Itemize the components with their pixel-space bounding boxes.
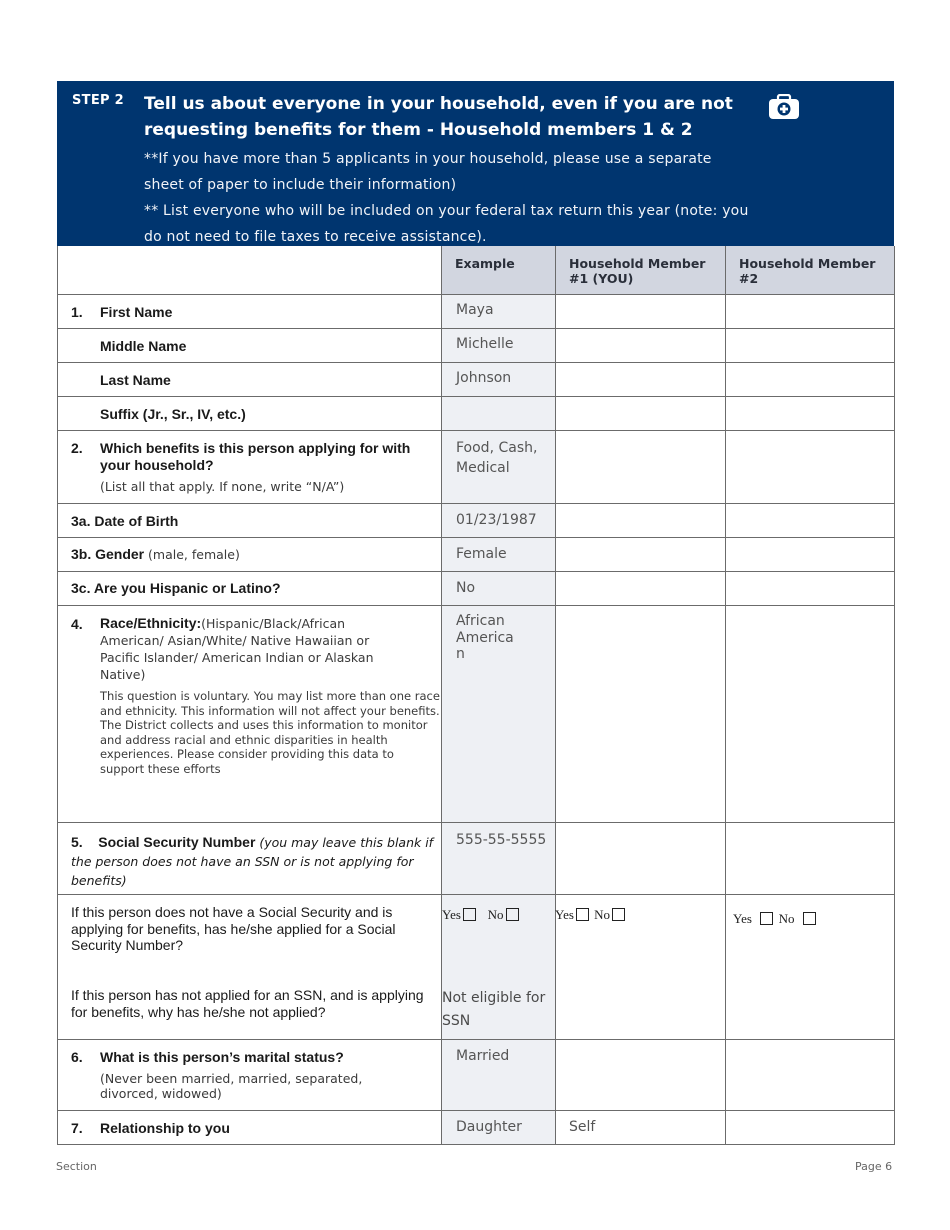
- example-marital-status: Married: [456, 1048, 510, 1064]
- yes-label: Yes: [555, 907, 574, 922]
- member1-no-checkbox[interactable]: [612, 908, 625, 921]
- note-race: This question is voluntary. You may list more than one race and ethnicity. This information will not affect your benefits. The District collects and uses this information to monitor and address racial and ethnic disparities in health experiences. Please consider providing this data to support these efforts: [100, 689, 440, 776]
- example-ssn-applied-choice: [442, 907, 521, 923]
- member1-middle-name-field[interactable]: [556, 329, 724, 362]
- example-yes-checkbox: [463, 908, 476, 921]
- example-last-name: Johnson: [456, 370, 512, 386]
- question-ssn-applied: If this person does not have a Social Security and is applying for benefits, has he/she applied for a Social Security Number?: [71, 904, 396, 953]
- member1-relationship-value[interactable]: Self: [569, 1119, 596, 1135]
- label-gender: [71, 546, 240, 563]
- member2-first-name-field[interactable]: [726, 295, 894, 328]
- column-header-example: Example: [441, 246, 555, 294]
- yes-label: Yes: [733, 911, 752, 926]
- hint-race: (Hispanic/Black/African American/ Asian/White/ Native Hawaiian or Pacific Islander/ American Indian or Alaskan Native): [100, 616, 374, 682]
- example-first-name: Maya: [456, 302, 494, 318]
- label-race: [100, 615, 380, 683]
- member1-benefits-field[interactable]: [556, 431, 724, 503]
- step-title: Tell us about everyone in your household, even if you are not requesting benefits for them - Household members 1 & 2: [144, 94, 733, 140]
- member2-suffix-field[interactable]: [726, 397, 894, 430]
- no-label: No: [778, 911, 795, 926]
- member2-no-checkbox[interactable]: [803, 912, 816, 925]
- example-gender: Female: [456, 546, 507, 562]
- member2-relationship-field[interactable]: [726, 1111, 894, 1144]
- member1-ssn-field[interactable]: [556, 823, 724, 894]
- column-header-member1: Household Member #1 (YOU): [555, 246, 725, 294]
- hint-marital-status: (Never been married, married, separated, divorced, widowed): [100, 1071, 363, 1101]
- label-middle-name: Middle Name: [100, 338, 187, 354]
- member2-ssn-field[interactable]: [726, 823, 894, 894]
- hint-ssn: (you may leave this blank if the person does not have an SSN or is not applying for benefits): [71, 835, 434, 888]
- member2-gender-field[interactable]: [726, 538, 894, 571]
- member1-yes-checkbox[interactable]: [576, 908, 589, 921]
- label-gender-text: 3b. Gender: [71, 546, 145, 562]
- label-marital-status: What is this person’s marital status?: [100, 1049, 344, 1065]
- label-relationship: Relationship to you: [100, 1120, 230, 1136]
- row-divider: [57, 1144, 895, 1145]
- row-number: 4.: [71, 616, 83, 632]
- row-number: 1.: [71, 304, 83, 320]
- member1-hispanic-field[interactable]: [556, 572, 724, 605]
- label-suffix: Suffix (Jr., Sr., IV, etc.): [100, 406, 246, 422]
- member2-yes-checkbox[interactable]: [760, 912, 773, 925]
- step-label: STEP 2: [72, 93, 125, 108]
- row-number: 6.: [71, 1049, 83, 1065]
- label-hispanic: 3c. Are you Hispanic or Latino?: [71, 580, 281, 596]
- member2-middle-name-field[interactable]: [726, 329, 894, 362]
- example-date-of-birth: 01/23/1987: [456, 512, 537, 528]
- example-ssn: 555-55-5555: [456, 832, 547, 848]
- example-benefits: Food, Cash, Medical: [456, 440, 538, 476]
- member1-gender-field[interactable]: [556, 538, 724, 571]
- label-benefits: Which benefits is this person applying for with your household?: [100, 440, 411, 473]
- member2-hispanic-field[interactable]: [726, 572, 894, 605]
- example-ssn-reason: Not eligible for SSN: [442, 990, 546, 1029]
- row-divider: [57, 894, 895, 895]
- row-number: 7.: [71, 1120, 83, 1136]
- member1-dob-field[interactable]: [556, 504, 724, 537]
- example-middle-name: Michelle: [456, 336, 514, 352]
- step-note-tax: ** List everyone who will be included on your federal tax return this year (note: you do not need to file taxes to receive assistance).: [144, 203, 749, 245]
- member1-ssn-applied-choice: [555, 907, 627, 923]
- yes-label: Yes: [442, 907, 461, 922]
- member1-first-name-field[interactable]: [556, 295, 724, 328]
- footer-page-number: Page 6: [855, 1160, 893, 1173]
- example-race: African America n: [456, 613, 514, 662]
- member1-ssn-reason-field[interactable]: [556, 975, 724, 1038]
- member2-ssn-reason-field[interactable]: [726, 975, 894, 1038]
- member2-ssn-applied-choice: [733, 911, 818, 927]
- member1-suffix-field[interactable]: [556, 397, 724, 430]
- question-ssn-reason: If this person has not applied for an SSN, and is applying for benefits, why has he/she not applied?: [71, 987, 424, 1020]
- member1-race-field[interactable]: [556, 606, 724, 822]
- no-label: No: [594, 907, 611, 922]
- row-number: 5.: [71, 834, 83, 850]
- member2-race-field[interactable]: [726, 606, 894, 822]
- member2-last-name-field[interactable]: [726, 363, 894, 396]
- example-no-checkbox: [506, 908, 519, 921]
- medical-kit-icon: [768, 94, 800, 120]
- member1-marital-field[interactable]: [556, 1040, 724, 1110]
- table-border: [894, 246, 895, 1145]
- table-border: [57, 246, 58, 1145]
- label-first-name: First Name: [100, 304, 173, 320]
- hint-benefits: (List all that apply. If none, write “N/A”): [100, 479, 345, 494]
- example-hispanic: No: [456, 580, 476, 596]
- member2-dob-field[interactable]: [726, 504, 894, 537]
- row-number: 2.: [71, 440, 83, 456]
- example-relationship: Daughter: [456, 1119, 522, 1135]
- step-note-applicants: **If you have more than 5 applicants in your household, please use a separate sheet of paper to include their information): [144, 151, 712, 193]
- label-date-of-birth: 3a. Date of Birth: [71, 513, 179, 529]
- member2-benefits-field[interactable]: [726, 431, 894, 503]
- no-label: No: [487, 907, 504, 922]
- member1-last-name-field[interactable]: [556, 363, 724, 396]
- step-banner: [57, 81, 894, 246]
- label-ssn-text: Social Security Number: [98, 834, 256, 850]
- label-race-text: Race/Ethnicity:: [100, 615, 202, 631]
- footer-section: Section: [56, 1160, 97, 1173]
- member2-marital-field[interactable]: [726, 1040, 894, 1110]
- hint-gender: (male, female): [148, 547, 240, 562]
- label-ssn: [71, 833, 441, 890]
- label-last-name: Last Name: [100, 372, 171, 388]
- column-header-member2: Household Member #2: [725, 246, 895, 294]
